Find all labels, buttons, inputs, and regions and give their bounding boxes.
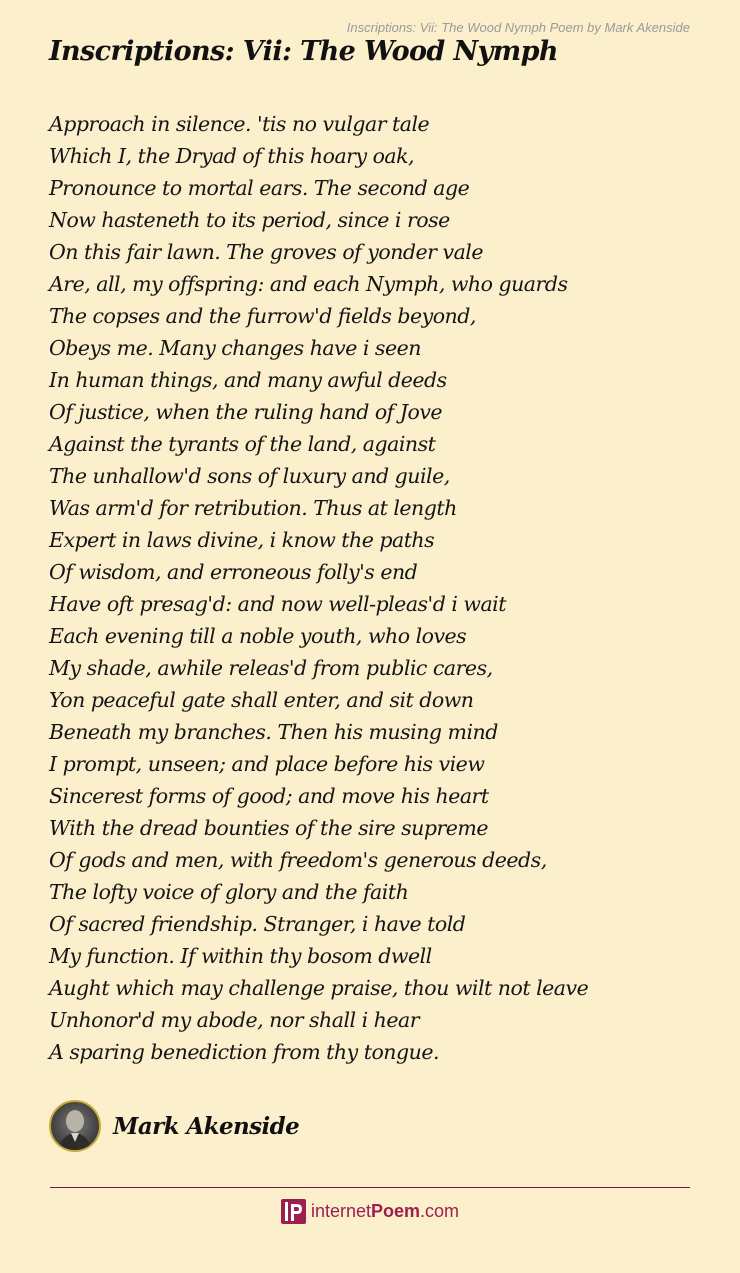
poem-line: I prompt, unseen; and place before his view (49, 752, 485, 776)
poem-line: Are, all, my offspring: and each Nymph, who guards (49, 272, 568, 296)
site-logo-text[interactable] (311, 1201, 459, 1222)
internetpoem-logo-icon (281, 1199, 306, 1224)
poem-line: Pronounce to mortal ears. The second age (49, 176, 470, 200)
poem-line: Unhonor'd my abode, nor shall i hear (49, 1008, 420, 1032)
poem-line: Yon peaceful gate shall enter, and sit down (49, 688, 474, 712)
poem-line: Approach in silence. 'tis no vulgar tale (49, 112, 430, 136)
poem-line: Of sacred friendship. Stranger, i have told (49, 912, 466, 936)
poem-line: Obeys me. Many changes have i seen (49, 336, 421, 360)
poem-line: A sparing benediction from thy tongue. (49, 1040, 439, 1064)
logo-bold: Poem (371, 1201, 421, 1221)
poem-line: My function. If within thy bosom dwell (49, 944, 432, 968)
poem-line: My shade, awhile releas'd from public cares, (49, 656, 493, 680)
poem-line: With the dread bounties of the sire supreme (49, 816, 488, 840)
site-logo[interactable] (0, 1199, 740, 1224)
poem-line: The unhallow'd sons of luxury and guile, (49, 464, 450, 488)
poem-line: Of wisdom, and erroneous folly's end (49, 560, 418, 584)
poem-body (49, 108, 699, 1068)
poem-line: Have oft presag'd: and now well-pleas'd i wait (49, 592, 506, 616)
poem-line: The lofty voice of glory and the faith (49, 880, 409, 904)
page-caption: Inscriptions: Vii: The Wood Nymph Poem by Mark Akenside (346, 20, 690, 35)
poem-title: Inscriptions: Vii: The Wood Nymph (49, 36, 558, 67)
poem-line: In human things, and many awful deeds (49, 368, 447, 392)
poem-line: Expert in laws divine, i know the paths (49, 528, 435, 552)
poem-line: Each evening till a noble youth, who loves (49, 624, 467, 648)
poem-line: Of justice, when the ruling hand of Jove (49, 400, 443, 424)
poem-line: The copses and the furrow'd fields beyond, (49, 304, 476, 328)
poem-line: Which I, the Dryad of this hoary oak, (49, 144, 415, 168)
poem-line: Aught which may challenge praise, thou wilt not leave (49, 976, 589, 1000)
author-name[interactable]: Mark Akenside (113, 1112, 300, 1140)
poem-line: Against the tyrants of the land, against (49, 432, 436, 456)
poem-line: Sincerest forms of good; and move his heart (49, 784, 489, 808)
poem-line: Was arm'd for retribution. Thus at length (49, 496, 457, 520)
author-avatar[interactable] (49, 1100, 101, 1152)
logo-prefix: internet (310, 1201, 371, 1221)
poem-line: Beneath my branches. Then his musing mind (49, 720, 498, 744)
poem-line: Of gods and men, with freedom's generous deeds, (49, 848, 547, 872)
author-block[interactable] (49, 1100, 299, 1152)
footer-divider (50, 1187, 690, 1188)
poem-line: Now hasteneth to its period, since i rose (49, 208, 450, 232)
poem-line: On this fair lawn. The groves of yonder vale (49, 240, 483, 264)
logo-suffix: .com (420, 1201, 460, 1221)
author-portrait-icon (51, 1102, 99, 1150)
